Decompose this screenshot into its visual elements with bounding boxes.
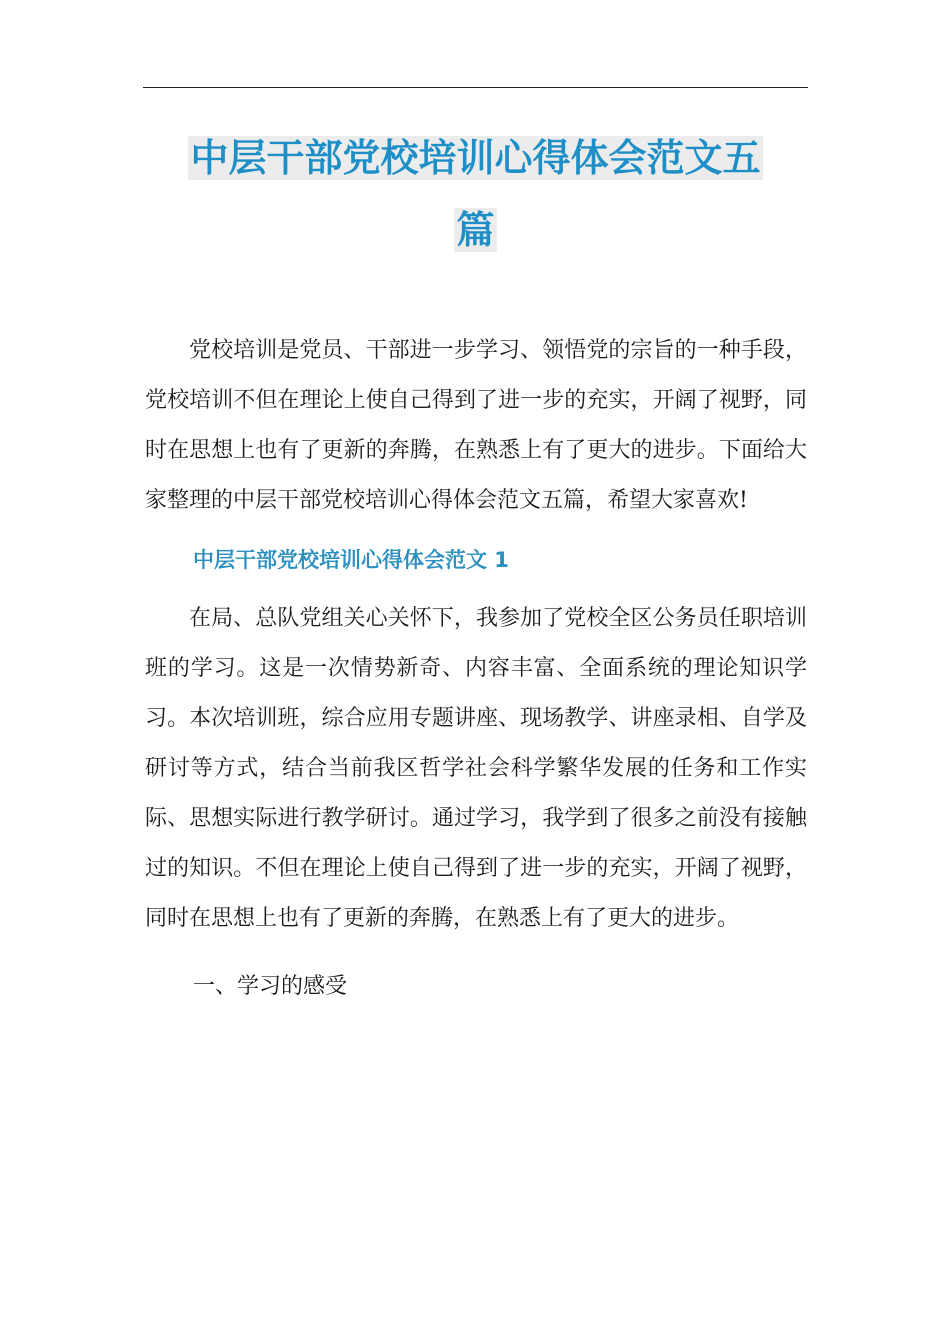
title-line-2: 篇 bbox=[456, 208, 495, 252]
intro-paragraph: 党校培训是党员、干部进一步学习、领悟党的宗旨的一种手段，党校培训不但在理论上使自己得到了进一步的充实，开阔了视野，同时在思想上也有了更新的奔腾，在熟悉上有了更大的进步。下面给大家整理的中层干部党校培训心得体会范文五篇，希望大家喜欢! bbox=[145, 338, 807, 513]
sub-heading-learning-feelings: 一、学习的感受 bbox=[193, 974, 348, 999]
section-1-paragraph: 在局、总队党组关心关怀下，我参加了党校全区公务员任职培训班的学习。这是一次情势新奇、内容丰富、全面系统的理论知识学习。本次培训班，综合应用专题讲座、现场教学、讲座录相、自学及研讨等方式，结合当前我区哲学社会科学繁华发展的任务和工作实际、思想实际进行教学研讨。通过学习，我学到了很多之前没有接触过的知识。不但在理论上使自己得到了进一步的充实，开阔了视野，同时在思想上也有了更新的奔腾，在熟悉上有了更大的进步。 bbox=[145, 606, 807, 931]
document-title bbox=[143, 122, 808, 266]
section-heading-1: 中层干部党校培训心得体会范文 1 bbox=[193, 548, 509, 572]
top-divider bbox=[143, 87, 808, 88]
title-line-1: 中层干部党校培训心得体会范文五 bbox=[190, 136, 761, 180]
document-body bbox=[145, 326, 807, 1012]
